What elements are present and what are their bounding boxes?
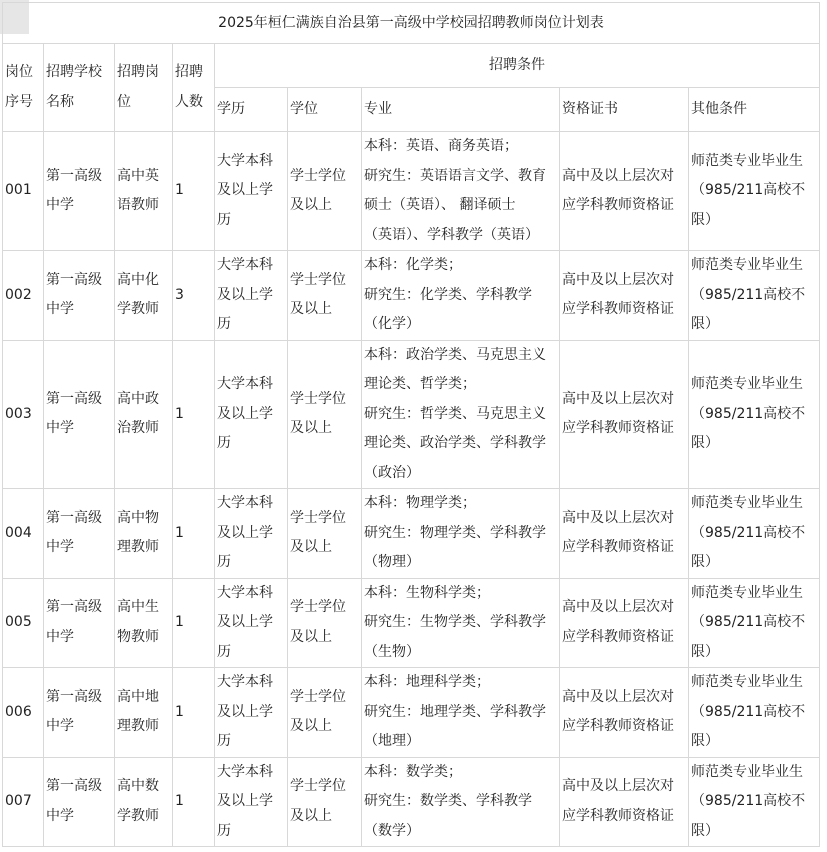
cell-certificate: 高中及以上层次对 应学科教师资格证 xyxy=(560,340,689,489)
cell-count: 1 xyxy=(173,757,215,847)
table-row xyxy=(3,489,820,579)
cell-education: 大学本科 及以上学 历 xyxy=(215,668,288,758)
cell-major: 本科：化学类； 研究生：化学类、学科教学 （化学） xyxy=(362,251,560,341)
cell-school: 第一高级 中学 xyxy=(44,340,115,489)
header-post-no: 岗位 序号 xyxy=(3,44,44,132)
cell-position: 高中生 物教师 xyxy=(115,578,173,668)
cell-count: 1 xyxy=(173,668,215,758)
cell-other: 师范类专业毕业生 （985/211高校不 限） xyxy=(689,668,820,758)
cell-degree: 学士学位 及以上 xyxy=(288,340,362,489)
cell-education: 大学本科 及以上学 历 xyxy=(215,489,288,579)
cell-count: 1 xyxy=(173,132,215,251)
cell-count: 1 xyxy=(173,578,215,668)
cell-other: 师范类专业毕业生 （985/211高校不 限） xyxy=(689,132,820,251)
cell-school: 第一高级 中学 xyxy=(44,132,115,251)
cell-position: 高中数 学教师 xyxy=(115,757,173,847)
cell-post-no: 001 xyxy=(3,132,44,251)
cell-position: 高中政 治教师 xyxy=(115,340,173,489)
cell-other: 师范类专业毕业生 （985/211高校不 限） xyxy=(689,578,820,668)
cell-education: 大学本科 及以上学 历 xyxy=(215,757,288,847)
cell-major: 本科：政治学类、马克思主义 理论类、哲学类； 研究生：哲学类、马克思主义 理论类、政治学类、学科教学 （政治） xyxy=(362,340,560,489)
cell-major: 本科：物理学类； 研究生：物理学类、学科教学 （物理） xyxy=(362,489,560,579)
cell-other: 师范类专业毕业生 （985/211高校不 限） xyxy=(689,757,820,847)
cell-major: 本科：英语、商务英语； 研究生：英语语言文学、教育 硕士（英语）、 翻译硕士 （英语）、学科教学（英语） xyxy=(362,132,560,251)
table-row xyxy=(3,251,820,341)
table-title: 2025年桓仁满族自治县第一高级中学校园招聘教师岗位计划表 xyxy=(3,3,820,44)
cell-education: 大学本科 及以上学 历 xyxy=(215,340,288,489)
cell-certificate: 高中及以上层次对 应学科教师资格证 xyxy=(560,132,689,251)
table-row xyxy=(3,668,820,758)
header-certificate: 资格证书 xyxy=(560,88,689,132)
cell-count: 1 xyxy=(173,489,215,579)
cell-post-no: 004 xyxy=(3,489,44,579)
cell-position: 高中地 理教师 xyxy=(115,668,173,758)
header-degree: 学位 xyxy=(288,88,362,132)
cell-education: 大学本科 及以上学 历 xyxy=(215,132,288,251)
cell-position: 高中英 语教师 xyxy=(115,132,173,251)
table-row xyxy=(3,132,820,251)
cell-certificate: 高中及以上层次对 应学科教师资格证 xyxy=(560,251,689,341)
cell-other: 师范类专业毕业生 （985/211高校不 限） xyxy=(689,251,820,341)
table-row xyxy=(3,340,820,489)
cell-post-no: 006 xyxy=(3,668,44,758)
table-row xyxy=(3,578,820,668)
cell-school: 第一高级 中学 xyxy=(44,668,115,758)
cell-count: 1 xyxy=(173,340,215,489)
cell-degree: 学士学位 及以上 xyxy=(288,757,362,847)
cell-school: 第一高级 中学 xyxy=(44,578,115,668)
cell-post-no: 005 xyxy=(3,578,44,668)
cell-degree: 学士学位 及以上 xyxy=(288,251,362,341)
cell-major: 本科：生物科学类； 研究生：生物学类、学科教学 （生物） xyxy=(362,578,560,668)
cell-other: 师范类专业毕业生 （985/211高校不 限） xyxy=(689,340,820,489)
cell-position: 高中化 学教师 xyxy=(115,251,173,341)
header-school: 招聘学校 名称 xyxy=(44,44,115,132)
cell-education: 大学本科 及以上学 历 xyxy=(215,578,288,668)
cell-education: 大学本科 及以上学 历 xyxy=(215,251,288,341)
cell-post-no: 002 xyxy=(3,251,44,341)
cell-school: 第一高级 中学 xyxy=(44,757,115,847)
cell-degree: 学士学位 及以上 xyxy=(288,578,362,668)
cell-major: 本科：地理科学类； 研究生：地理学类、学科教学 （地理） xyxy=(362,668,560,758)
header-major: 专业 xyxy=(362,88,560,132)
cell-degree: 学士学位 及以上 xyxy=(288,489,362,579)
cell-certificate: 高中及以上层次对 应学科教师资格证 xyxy=(560,489,689,579)
cell-post-no: 003 xyxy=(3,340,44,489)
cell-other: 师范类专业毕业生 （985/211高校不 限） xyxy=(689,489,820,579)
cell-school: 第一高级 中学 xyxy=(44,489,115,579)
recruitment-table xyxy=(2,2,820,847)
cell-post-no: 007 xyxy=(3,757,44,847)
cell-position: 高中物 理教师 xyxy=(115,489,173,579)
cell-major: 本科：数学类； 研究生：数学类、学科教学 （数学） xyxy=(362,757,560,847)
cell-degree: 学士学位 及以上 xyxy=(288,132,362,251)
cell-certificate: 高中及以上层次对 应学科教师资格证 xyxy=(560,578,689,668)
header-education: 学历 xyxy=(215,88,288,132)
header-count: 招聘 人数 xyxy=(173,44,215,132)
header-position: 招聘岗 位 xyxy=(115,44,173,132)
cell-certificate: 高中及以上层次对 应学科教师资格证 xyxy=(560,668,689,758)
cell-count: 3 xyxy=(173,251,215,341)
header-other: 其他条件 xyxy=(689,88,820,132)
header-conditions: 招聘条件 xyxy=(215,44,820,88)
cell-degree: 学士学位 及以上 xyxy=(288,668,362,758)
cell-certificate: 高中及以上层次对 应学科教师资格证 xyxy=(560,757,689,847)
cell-school: 第一高级 中学 xyxy=(44,251,115,341)
table-row xyxy=(3,757,820,847)
